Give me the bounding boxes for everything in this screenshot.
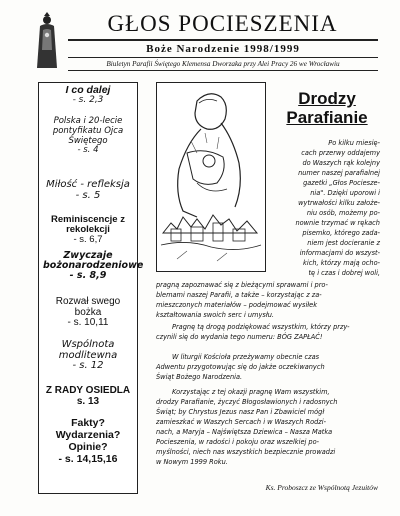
article-heading: Drodzy Parafianie (286, 89, 368, 127)
toc-item: I co dalej - s. 2,3 (65, 84, 111, 106)
toc-item: Zwyczaje bożonarodzeniowe - s. 8,9 (43, 250, 144, 281)
bulletin-line: Biuletyn Parafii Świętego Klemensa Dworzaka przy Alei Pracy 26 we Wrocławiu (68, 60, 378, 71)
nativity-illustration (156, 82, 266, 272)
madonna-emblem-icon (34, 10, 60, 70)
article-paragraph: Korzystając z tej okazji pragnę Wam wszystkim, drodzy Parafianie, życzyć Błogosławionych i radosnych Świąt; by Chrystus Jezus nasz Pan i Zbawiciel mógł zamieszkać w Waszych Sercach i w Waszych Rodzi- nach, a Maryja – Najświętsza Dziewica – Nasza Matka Pocieszenia, w radości i pokoju oraz wszelkiej po- myślności, niech nas wszystkich bezpiecznie prowadzi w Nowym 1999 Roku. (156, 388, 338, 466)
article-paragraph: Po kilku miesię- cach przerwy oddajemy do Waszych rąk kolejny numer naszej parafialnej gazetki „Głos Pociesze- nia". Dzięki uporowi i wytrwałości kilku założe- niu osób, możemy po- nownie trzymać w rękach pisemko, którego zada- niem jest docieranie z informacjami do wszyst- kich, którzy mają ocho- tę i czas i dobrej woli, (295, 139, 380, 277)
article-paragraph: pragną zapoznawać się z bieżącymi sprawami i pro- blemami naszej Parafii, a także – korzystając z za- mieszczonych materiałów – podejmować wysiłek kształtowania swoich serc i umysłu. (156, 281, 328, 319)
masthead (28, 8, 378, 78)
signature: Ks. Proboszcz ze Wspólnotą Jezuitów (265, 483, 378, 492)
toc-item: Wspólnota modlitewna - s. 12 (58, 339, 118, 371)
toc-item: Rozwał swego bożka - s. 10,11 (55, 296, 121, 328)
toc-item: Reminiscencje z rekolekcji - s. 6,7 (51, 214, 125, 245)
toc-item: Polska i 20-lecie pontyfikatu Ojca Świętego - s. 4 (52, 116, 124, 156)
holy-family-drawing-icon (157, 83, 265, 271)
toc-item: Z RADY OSIEDLA s. 13 (45, 385, 131, 407)
divider (68, 57, 378, 58)
divider (68, 39, 378, 41)
table-of-contents (38, 82, 144, 494)
article-paragraph: Pragnę tą drogą podziękować wszystkim, którzy przy- czynili się do wydania tego numeru: BÓG ZAPŁAĆ! (156, 323, 350, 341)
toc-item: Miłość - refleksja - s. 5 (46, 179, 130, 201)
issue-subtitle: Boże Narodzenie 1998/1999 (146, 43, 300, 55)
toc-item: Fakty? Wydarzenia? Opinie? - s. 14,15,16 (55, 417, 121, 466)
article-paragraph: W liturgii Kościoła przeżywamy obecnie czas Adwentu przygotowując się do jakże oczekiwanych Świąt Bożego Narodzenia. (156, 353, 325, 381)
publication-title: GŁOS POCIESZENIA (107, 11, 338, 36)
